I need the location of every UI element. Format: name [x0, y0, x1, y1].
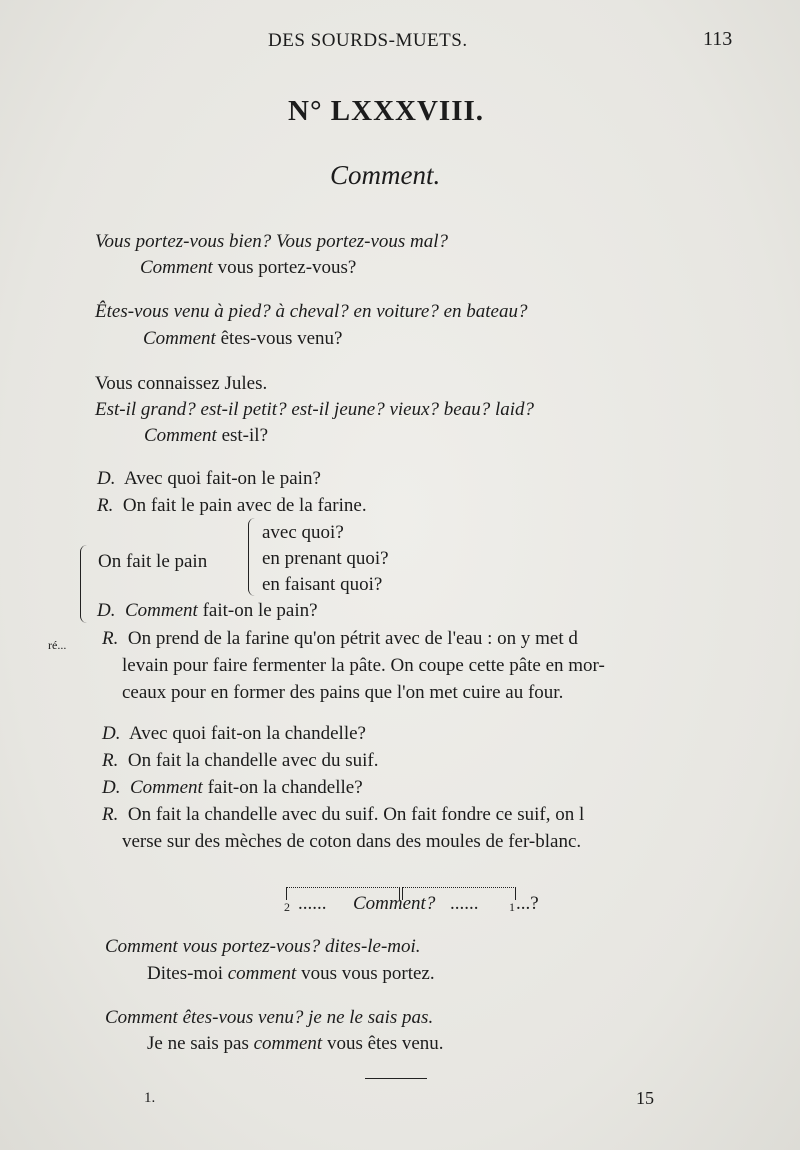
text-line: Vous portez-vous bien? Vous portez-vous mal? — [95, 231, 449, 252]
text-line: Est-il grand? est-il petit? est-il jeune? vieux? beau? laid? — [95, 399, 535, 420]
footer-rule — [365, 1078, 427, 1079]
text-line: Comment êtes-vous venu? — [143, 328, 343, 349]
text-line: verse sur des mèches de coton dans des moules de fer-blanc. — [122, 831, 582, 852]
text-line: Comment vous portez-vous? — [140, 257, 357, 278]
text-line: Comment est-il? — [144, 425, 269, 446]
text-line: Je ne sais pas comment vous êtes venu. — [147, 1033, 444, 1054]
dialogue-question: D. Comment fait-on la chandelle? — [102, 777, 363, 798]
diagram-label: 2 — [284, 900, 290, 914]
dialogue-answer: R. On fait la chandelle avec du suif. On fait fondre ce suif, on l — [102, 804, 585, 825]
diagram-label: 1 — [509, 900, 515, 914]
outer-brace — [80, 545, 87, 623]
page-number: 113 — [703, 28, 733, 50]
dialogue-question: D. Comment fait-on le pain? — [97, 600, 318, 621]
running-title: DES SOURDS-MUETS. — [268, 30, 468, 51]
text-line: Comment vous portez-vous? dites-le-moi. — [105, 936, 421, 957]
section-subtitle: Comment. — [330, 160, 441, 190]
text-line: Dites-moi comment vous vous portez. — [147, 963, 435, 984]
margin-note: ré... — [48, 638, 67, 652]
text-line: Êtes-vous venu à pied? à cheval? en voiture? en bateau? — [95, 301, 528, 322]
text-line: Vous connaissez Jules. — [95, 373, 268, 394]
diagram-dots: ...... — [298, 893, 327, 914]
diagram-word: Comment? — [353, 893, 436, 914]
text-line: Comment êtes-vous venu? je ne le sais pas. — [105, 1007, 434, 1028]
dialogue-question: D. Avec quoi fait-on le pain? — [97, 468, 321, 489]
dialogue-answer: R. On fait le pain avec de la farine. — [97, 495, 367, 516]
signature-mark: 1. — [144, 1090, 156, 1106]
diagram-dots: ...... — [450, 893, 479, 914]
dialogue-question: D. Avec quoi fait-on la chandelle? — [102, 723, 366, 744]
text-line: ceaux pour en former des pains que l'on met cuire au four. — [122, 682, 564, 703]
dialogue-answer: R. On fait la chandelle avec du suif. — [102, 750, 379, 771]
brace-option: avec quoi? — [262, 522, 344, 543]
brace-option: en faisant quoi? — [262, 574, 383, 595]
inner-brace — [248, 518, 255, 596]
brace-left-text: On fait le pain — [98, 551, 208, 572]
text-line: levain pour faire fermenter la pâte. On coupe cette pâte en mor- — [122, 655, 605, 676]
section-number: N° LXXXVIII. — [288, 95, 485, 127]
brace-option: en prenant quoi? — [262, 548, 389, 569]
diagram-dots: ...? — [516, 893, 539, 914]
signature-number: 15 — [636, 1088, 654, 1108]
dialogue-answer: R. On prend de la farine qu'on pétrit avec de l'eau : on y met d — [102, 628, 578, 649]
